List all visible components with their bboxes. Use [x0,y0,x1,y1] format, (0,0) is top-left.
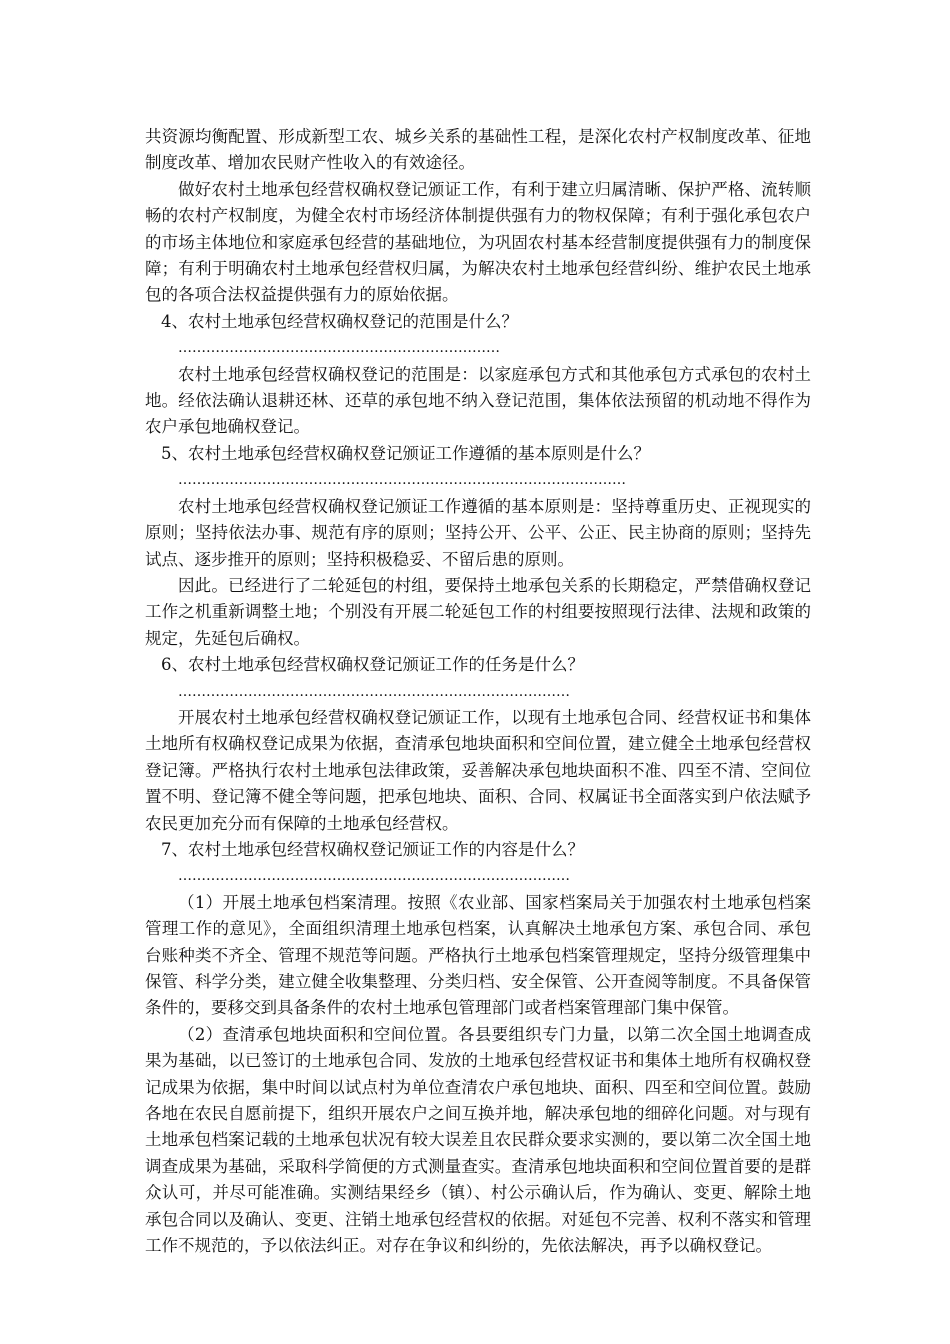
question-6-heading: 6、农村土地承包经营权确权登记颁证工作的任务是什么？ [161,655,584,675]
answer-6-paragraph: 开展农村土地承包经营权确权登记颁证工作，以现有土地承包合同、经营权证书和集体土地所有权确权登记成果为依据，查清承包地块面积和空间位置，建立健全土地承包经营权登记簿。严格执行农村土地承包法律政策，妥善解决承包地块面积不准、四至不清、空间位置不明、登记簿不健全等问题，把承包地块、面积、合同、权属证书全面落实到户依法赋予农民更加充分而有保障的土地承包经营权。 [145,707,811,833]
dotted-separator: …………………………………………………………………………………… [178,472,626,489]
answer-7-item-1-paragraph: （1）开展土地承包档案清理。按照《农业部、国家档案局关于加强农村土地承包档案管理工作的意见》，全面组织清理土地承包档案，认真解决土地承包方案、承包合同、承包台账种类不齐全、管理不规范等问题。严格执行土地承包档案管理规定，坚持分级管理集中保管、科学分类，建立健全收集整理、分类归档、安全保管、公开查阅等制度。不具备保管条件的，要移交到具备条件的农村土地承包管理部门或者档案管理部门集中保管。 [145,892,811,1018]
dotted-separator: …………………………………………………………… [178,340,500,357]
question-4-heading: 4、农村土地承包经营权确权登记的范围是什么？ [161,311,518,331]
question-7-heading: 7、农村土地承包经营权确权登记颁证工作的内容是什么？ [161,839,584,859]
question-5-heading: 5、农村土地承包经营权确权登记颁证工作遵循的基本原则是什么？ [161,443,650,463]
dotted-separator: ………………………………………………………………………… [178,683,570,700]
answer-4-paragraph: 农村土地承包经营权确权登记的范围是：以家庭承包方式和其他承包方式承包的农村土地。经依法确认退耕还林、还草的承包地不纳入登记范围，集体依法预留的机动地不得作为农户承包地确权登记。 [145,364,811,437]
paragraph-benefits: 做好农村土地承包经营权确权登记颁证工作，有利于建立归属清晰、保护严格、流转顺畅的农村产权制度，为健全农村市场经济体制提供强有力的物权保障；有利于强化承包农户的市场主体地位和家庭承包经营的基础地位，为巩固农村基本经营制度提供强有力的制度保障；有利于明确农村土地承包经营权归属，为解决农村土地承包经营纠纷、维护农民土地承包的各项合法权益提供强有力的原始依据。 [145,179,811,305]
answer-5-paragraph: 农村土地承包经营权确权登记颁证工作遵循的基本原则是：坚持尊重历史、正视现实的原则；坚持依法办事、规范有序的原则；坚持公开、公平、公正、民主协商的原则；坚持先试点、逐步推开的原则；坚持积极稳妥、不留后患的原则。 [145,496,811,569]
paragraph-intro-continued: 共资源均衡配置、形成新型工农、城乡关系的基础性工程，是深化农村产权制度改革、征地制度改革、增加农民财产性收入的有效途径。 [145,127,811,173]
dotted-separator: ………………………………………………………………………… [178,868,570,885]
answer-5-followup-paragraph: 因此。已经进行了二轮延包的村组，要保持土地承包关系的长期稳定，严禁借确权登记工作之机重新调整土地；个别没有开展二轮延包工作的村组要按照现行法律、法规和政策的规定，先延包后确权。 [145,575,811,648]
answer-7-item-2-paragraph: （2）查清承包地块面积和空间位置。各县要组织专门力量，以第二次全国土地调查成果为基础，以已签订的土地承包合同、发放的土地承包经营权证书和集体土地所有权确权登记成果为依据，集中时间以试点村为单位查清农户承包地块、面积、四至和空间位置。鼓励各地在农民自愿前提下，组织开展农户之间互换并地，解决承包地的细碎化问题。对与现有土地承包档案记载的土地承包状况有较大误差且农民群众要求实测的，要以第二次全国土地调查成果为基础，采取科学简便的方式测量查实。查清承包地块面积和空间位置首要的是群众认可，并尽可能准确。实测结果经乡（镇）、村公示确认后，作为确认、变更、解除土地承包合同以及确认、变更、注销土地承包经营权的依据。对延包不完善、权利不落实和管理工作不规范的，予以依法纠正。对存在争议和纠纷的，先依法解决，再予以确权登记。 [145,1024,811,1256]
document-page [145,124,811,1259]
